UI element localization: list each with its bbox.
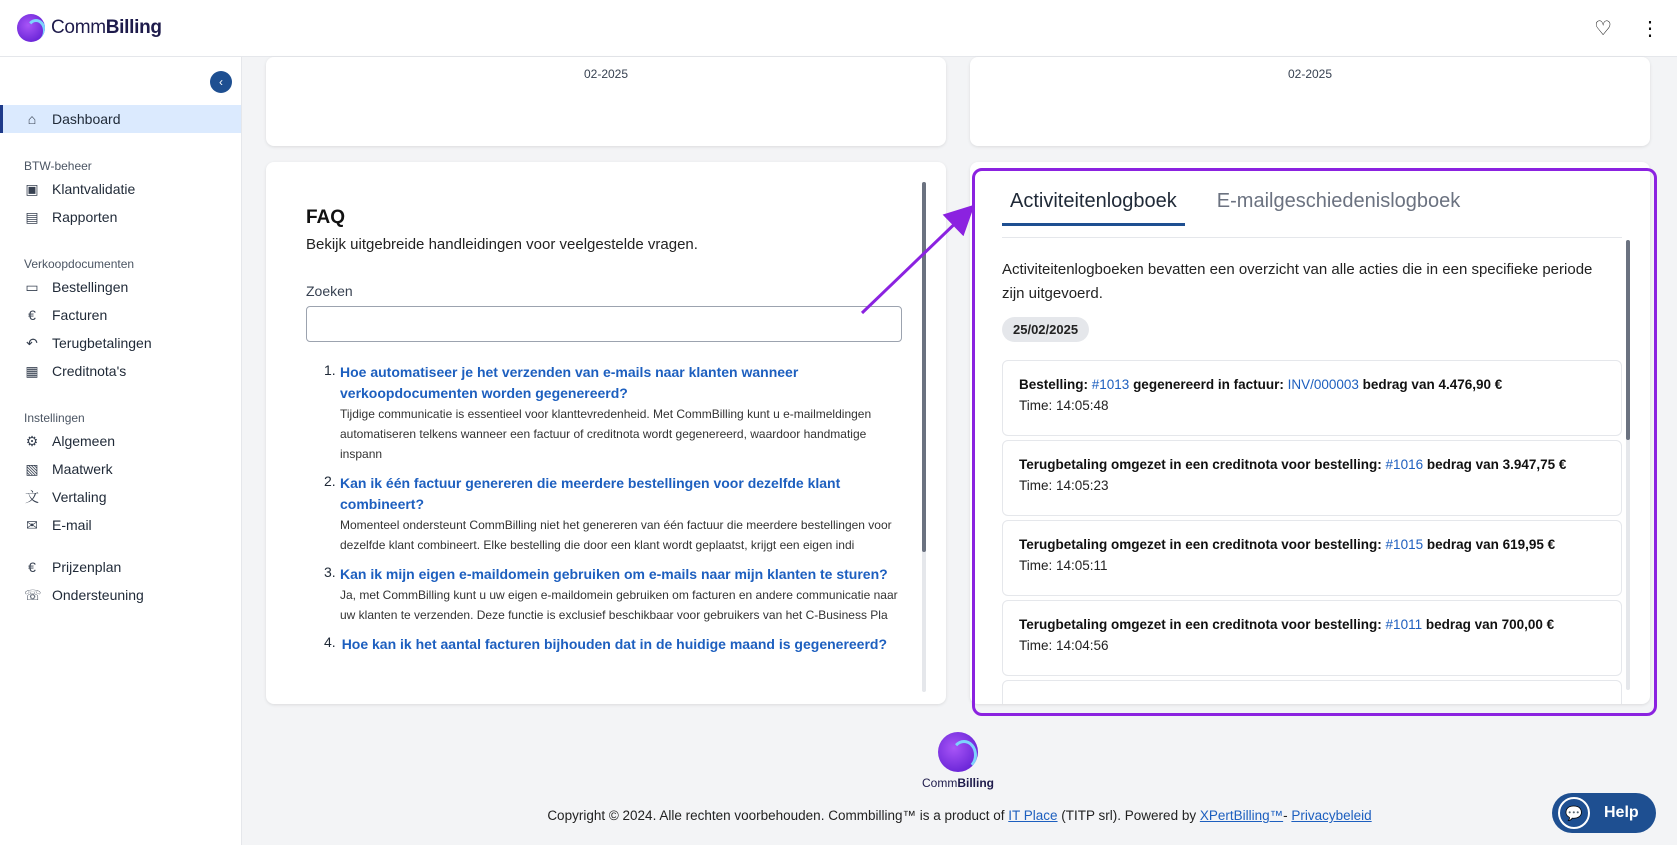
- privacy-link[interactable]: Privacybeleid: [1291, 808, 1372, 823]
- credit-note-icon: ▦: [25, 362, 39, 379]
- xpertbilling-link[interactable]: XPertBilling™: [1199, 808, 1284, 823]
- sidebar-item-label: Rapporten: [52, 209, 118, 225]
- order-link[interactable]: #1011: [1385, 617, 1423, 632]
- sidebar-item-label: Facturen: [52, 307, 108, 323]
- gear-icon: ⚙: [25, 432, 39, 449]
- order-link[interactable]: #1016: [1385, 457, 1424, 472]
- sidebar-item-label: Dashboard: [52, 111, 121, 127]
- sidebar-item-maatwerk[interactable]: [0, 455, 241, 483]
- copyright-text: Copyright © 2024. Alle rechten voorbehouden. Commbilling™ is a product of IT Place (TITP srl). Powered by XPertBilling™- Privacybeleid: [547, 808, 1372, 823]
- sidebar-item-creditnotas[interactable]: [0, 357, 241, 385]
- chart-card-right: [970, 57, 1650, 146]
- activity-entry: [1002, 360, 1622, 436]
- tab-activity-log[interactable]: Activiteitenlogboek: [1002, 190, 1185, 226]
- sidebar-item-label: Terugbetalingen: [52, 335, 152, 351]
- faq-answer: Tijdige communicatie is essentieel voor klanttevredenheid. Met CommBilling kunt u e-mailmeldingen automatiseren telkens wanneer een factuur of creditnota wordt gegenereerd, waardoor handmatige inspann: [340, 407, 872, 461]
- chevron-left-icon[interactable]: ‹: [210, 71, 232, 93]
- faq-answer: Momenteel ondersteunt CommBilling niet het genereren van één factuur die meerdere bestellingen voor dezelfde klant combineert. Elke bestelling die door een klant wordt geplaatst, krijgt een eigen indi: [340, 518, 892, 552]
- faq-number: 4.: [324, 634, 336, 650]
- faq-item: [324, 362, 904, 464]
- entry-text: Bestelling: #1013 gegenereerd in factuur: INV/000003 bedrag van 4.476,90 €: [1019, 377, 1503, 392]
- vertical-dots-icon[interactable]: ⋮: [1640, 17, 1660, 40]
- chart-card-left: [266, 57, 946, 146]
- sidebar-item-label: Klantvalidatie: [52, 181, 136, 197]
- entry-text: Terugbetaling omgezet in een creditnota voor bestelling: #1011 bedrag van 700,00 €: [1019, 617, 1555, 632]
- entry-time: Time: 14:04:56: [1019, 638, 1109, 653]
- euro-doc-icon: €: [28, 307, 36, 323]
- faq-question-link[interactable]: Hoe automatiseer je het verzenden van e-mails naar klanten wanneer verkoopdocumenten worden gegenereerd?: [340, 364, 799, 401]
- euro-circle-icon: €: [28, 559, 36, 575]
- search-input[interactable]: [306, 306, 902, 342]
- activity-card: [970, 162, 1650, 704]
- activity-description: Activiteitenlogboeken bevatten een overzicht van alle acties die in een specifieke periode zijn uitgevoerd.: [1002, 261, 1593, 302]
- custom-doc-icon: ▧: [25, 460, 39, 477]
- entry-text: Terugbetaling omgezet in een creditnota voor bestelling: #1016 bedrag van 3.947,75 €: [1019, 457, 1567, 472]
- logo-mark-icon: [17, 14, 45, 42]
- faq-card: [266, 162, 946, 704]
- order-link[interactable]: #1013: [1091, 377, 1130, 392]
- sidebar-item-bestellingen[interactable]: [0, 273, 241, 301]
- refund-icon: ↶: [26, 334, 38, 351]
- faq-item: [324, 564, 904, 625]
- sidebar-group-btw: BTW-beheer: [24, 159, 92, 173]
- footer-logo: [918, 732, 998, 790]
- sidebar-item-dashboard[interactable]: [0, 105, 241, 133]
- sidebar-item-prijzenplan[interactable]: [0, 553, 241, 581]
- sidebar-item-facturen[interactable]: [0, 301, 241, 329]
- search-label: Zoeken: [306, 283, 353, 299]
- faq-scrollbar-thumb[interactable]: [922, 182, 926, 552]
- faq-number: 3.: [324, 564, 336, 580]
- activity-tabs: [1002, 190, 1468, 226]
- support-chat-icon: ☏: [24, 586, 42, 603]
- sidebar-item-vertaling[interactable]: [0, 483, 241, 511]
- faq-number: 1.: [324, 362, 336, 378]
- sidebar-item-label: Creditnota's: [52, 363, 127, 379]
- faq-question-link[interactable]: Kan ik één factuur genereren die meerdere bestellingen voor dezelfde klant combineert?: [340, 475, 841, 512]
- sidebar-item-label: Vertaling: [52, 489, 107, 505]
- activity-entry: [1002, 600, 1622, 676]
- sidebar-group-instellingen: Instellingen: [24, 411, 85, 425]
- sidebar-nav: [0, 105, 241, 609]
- activity-scrollbar-thumb[interactable]: [1626, 240, 1630, 440]
- faq-question-link[interactable]: Hoe kan ik het aantal facturen bijhouden dat in de huidige maand is gegenereerd?: [341, 636, 888, 652]
- sidebar-item-rapporten[interactable]: [0, 203, 241, 231]
- sidebar-item-label: Prijzenplan: [52, 559, 122, 575]
- entry-text: Terugbetaling omgezet in een creditnota voor bestelling: #1015 bedrag van 619,95 €: [1019, 537, 1556, 552]
- sidebar-item-label: Bestellingen: [52, 279, 129, 295]
- sidebar-item-label: Ondersteuning: [52, 587, 144, 603]
- entry-time: Time: 14:05:23: [1019, 478, 1109, 493]
- faq-title: FAQ: [306, 207, 346, 228]
- chart-axis-label: 02-2025: [583, 67, 629, 81]
- entry-time: Time: 14:05:11: [1019, 558, 1108, 573]
- logo-mark-icon: [938, 732, 978, 772]
- sidebar-item-algemeen[interactable]: [0, 427, 241, 455]
- sidebar-item-label: E-mail: [52, 517, 92, 533]
- inbox-icon: ▭: [25, 278, 39, 295]
- chat-bubbles-icon: 💬: [1558, 797, 1590, 829]
- faq-list: [324, 362, 904, 664]
- activity-entry: [1002, 520, 1622, 596]
- tab-divider: [1002, 237, 1622, 238]
- sidebar: [0, 57, 242, 845]
- logo-text: CommBilling: [51, 17, 162, 38]
- faq-answer: Ja, met CommBilling kunt u uw eigen e-maildomein gebruiken om facturen en andere communicatie naar uw klanten te verzenden. Deze functie is exclusief beschikbaar voor gebruikers van het C-Business Pla: [340, 588, 898, 622]
- percent-doc-icon: ▣: [25, 180, 39, 197]
- it-place-link[interactable]: IT Place: [1008, 808, 1058, 823]
- entry-time: Time: 14:05:48: [1019, 398, 1109, 413]
- sidebar-item-email[interactable]: [0, 511, 241, 539]
- activity-entry: [1002, 440, 1622, 516]
- faq-item: [324, 473, 904, 555]
- sidebar-group-verkoop: Verkoopdocumenten: [24, 257, 135, 271]
- invoice-link[interactable]: INV/000003: [1287, 377, 1359, 392]
- tab-email-history[interactable]: E-mailgeschiedenislogboek: [1216, 190, 1461, 212]
- sidebar-item-terugbetalingen[interactable]: [0, 329, 241, 357]
- order-link[interactable]: #1015: [1385, 537, 1424, 552]
- chart-axis-label: 02-2025: [1287, 67, 1333, 81]
- app-logo[interactable]: [17, 14, 162, 42]
- sidebar-item-ondersteuning[interactable]: [0, 581, 241, 609]
- footer-logo-text: CommBilling: [921, 776, 994, 790]
- help-button[interactable]: [1552, 793, 1656, 833]
- faq-question-link[interactable]: Kan ik mijn eigen e-maildomein gebruiken om e-mails naar mijn klanten te sturen?: [340, 566, 888, 582]
- mail-icon: ✉: [26, 516, 38, 533]
- activity-entries: [1002, 360, 1622, 704]
- help-label: Help: [1604, 804, 1639, 821]
- faq-number: 2.: [324, 473, 336, 489]
- sidebar-item-label: Maatwerk: [52, 461, 113, 477]
- sidebar-item-klantvalidatie[interactable]: [0, 175, 241, 203]
- date-chip: 25/02/2025: [1002, 317, 1089, 342]
- home-icon: ⌂: [27, 111, 37, 127]
- activity-entry: [1002, 680, 1622, 704]
- sidebar-item-label: Algemeen: [52, 433, 116, 449]
- faq-subtitle: Bekijk uitgebreide handleidingen voor veelgestelde vragen.: [306, 236, 698, 253]
- document-icon: ▤: [25, 208, 39, 225]
- top-bar: [0, 0, 1677, 57]
- translate-icon: 文: [25, 489, 39, 505]
- faq-item: [324, 634, 904, 655]
- heart-icon[interactable]: ♡: [1594, 17, 1612, 40]
